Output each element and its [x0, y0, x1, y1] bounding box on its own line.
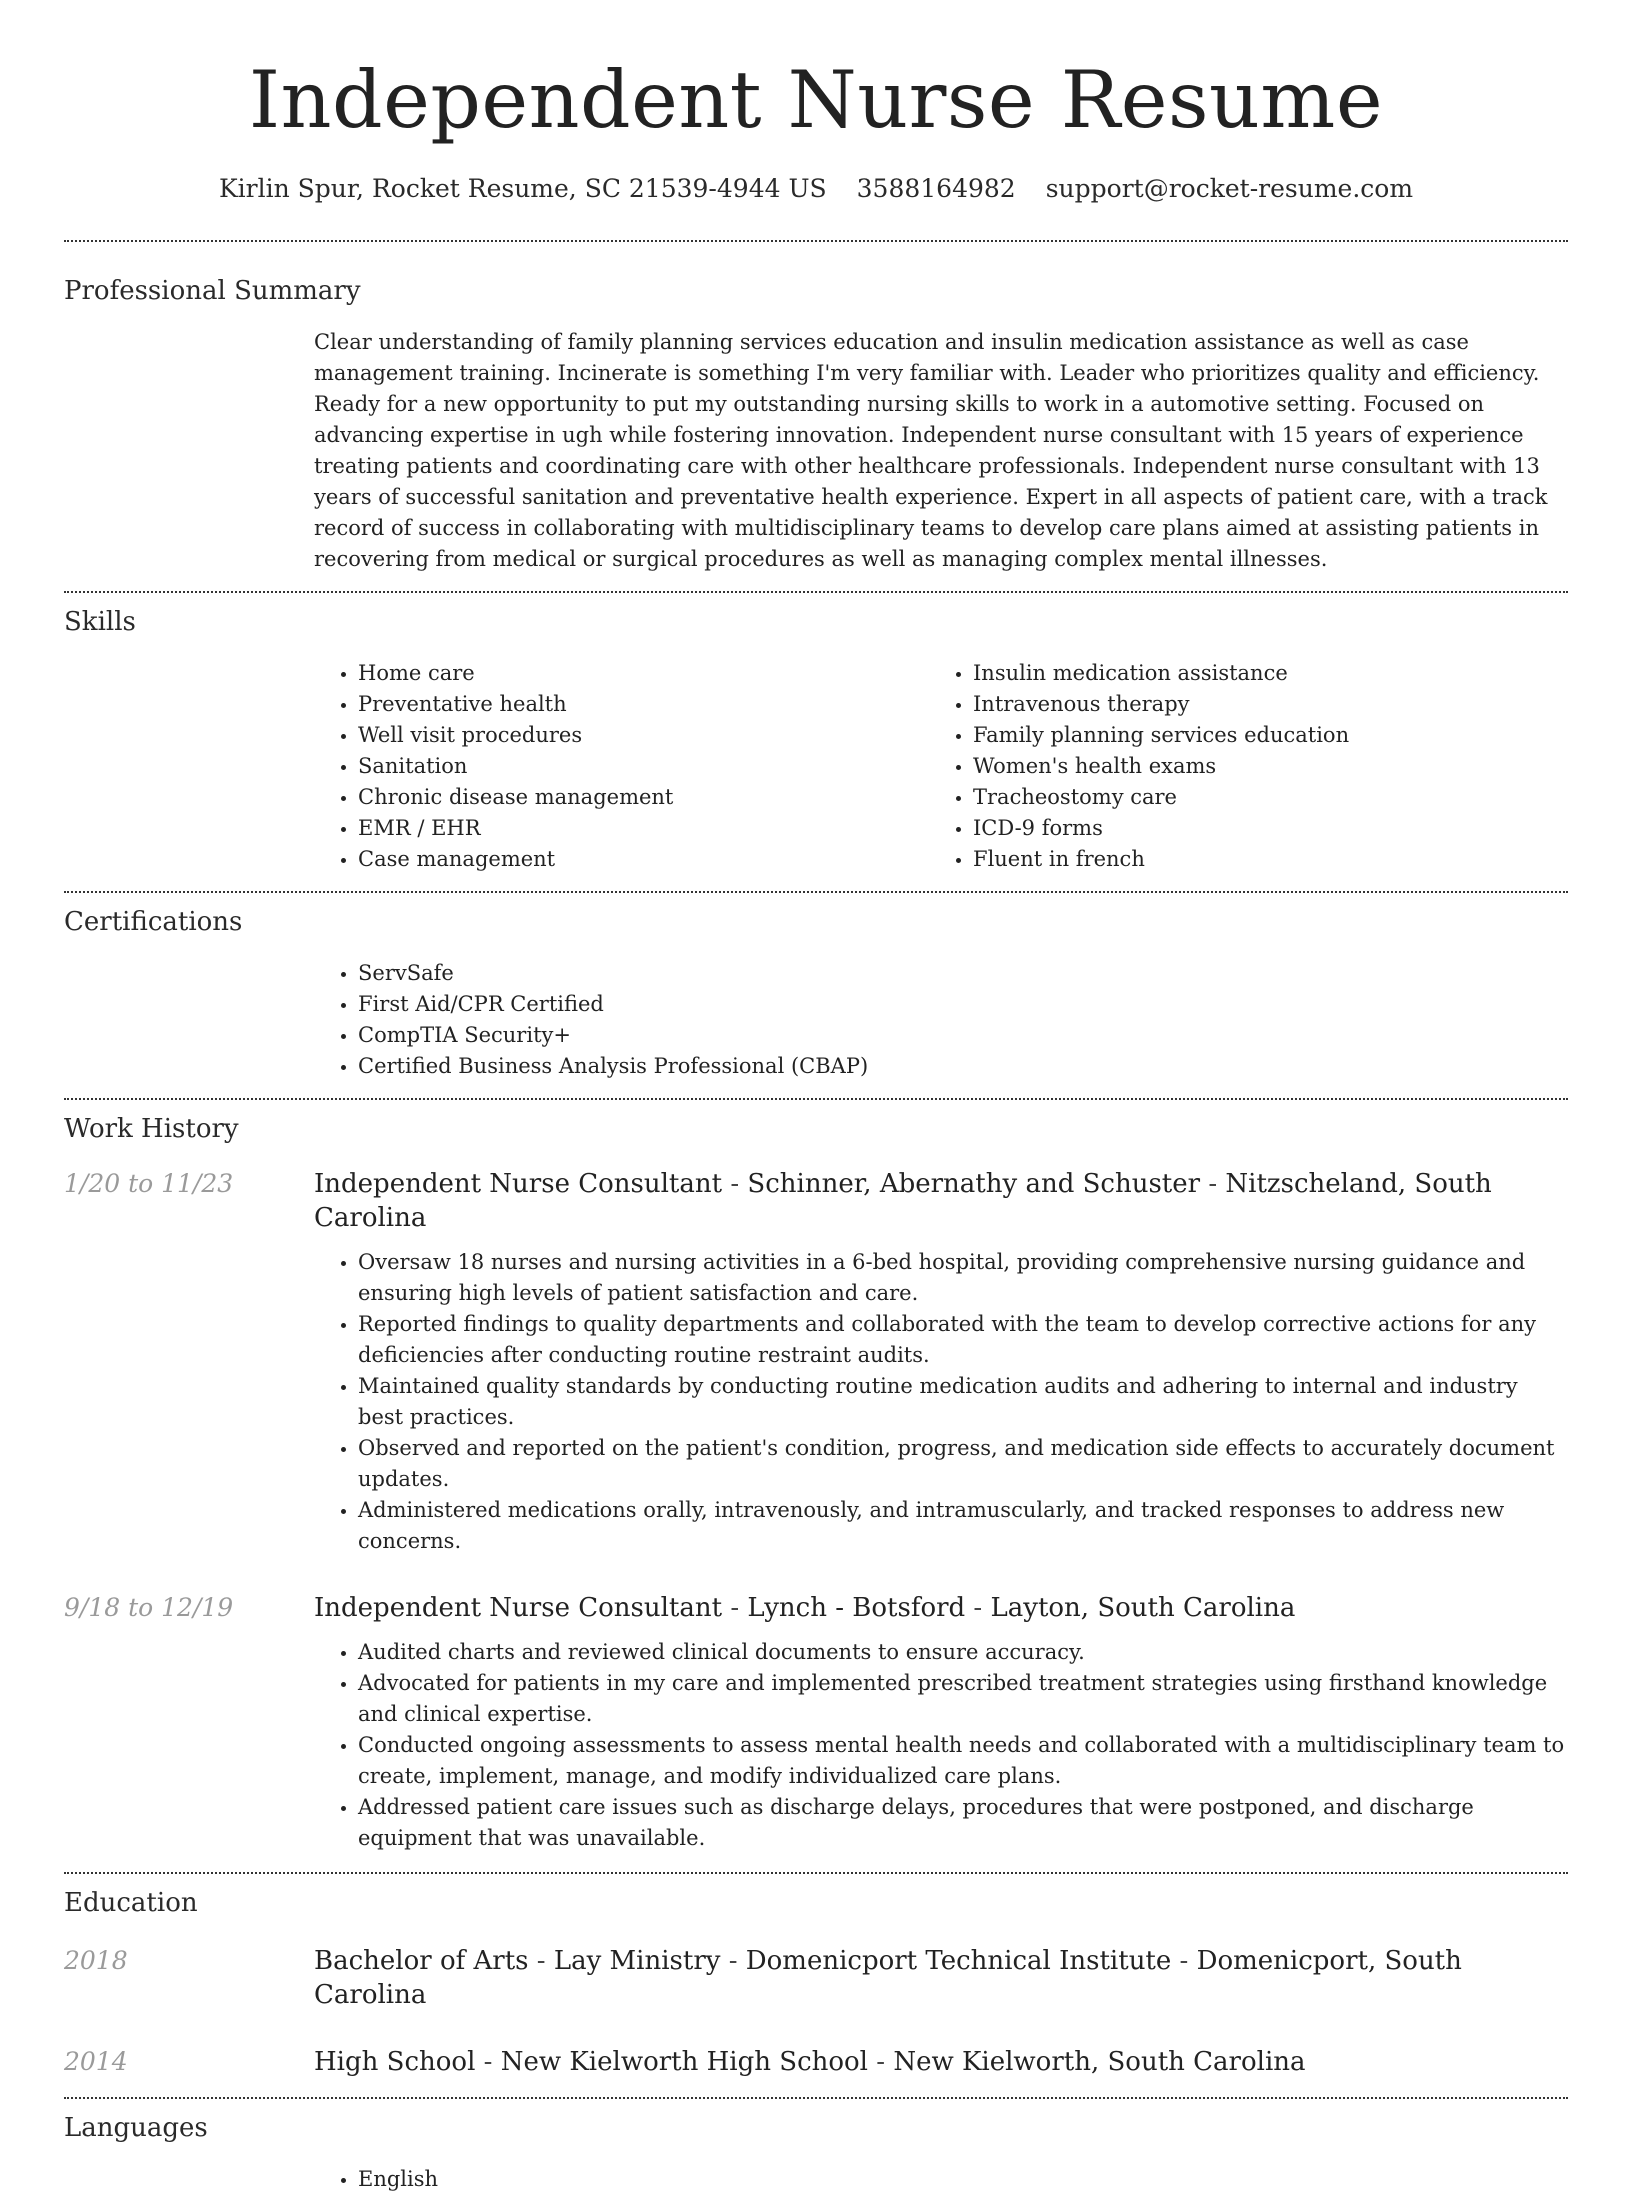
job-bullet: • Advocated for patients in my care and implemented prescribed treatment strategies using firsthand knowledge and clinical expertise. [358, 1668, 1568, 1730]
education-school: New Kielworth High School [500, 2047, 868, 2077]
education-degree: Bachelor of Arts [314, 1946, 529, 1976]
skill-item: • Insulin medication assistance [973, 658, 1568, 689]
skills-list-right [929, 658, 1568, 875]
language-item: • English [358, 2164, 1568, 2195]
skill-item: • Intravenous therapy [973, 689, 1568, 720]
job-dates: 9/18 to 12/19 [64, 1593, 234, 1622]
education-year: 2014 [64, 2047, 128, 2076]
job-bullet: • Oversaw 18 nurses and nursing activities in a 6-bed hospital, providing comprehensive nursing guidance and ensuring high levels of patient satisfaction and care. [358, 1247, 1568, 1309]
education-degree: High School [314, 2047, 476, 2077]
education-entry [64, 2045, 1568, 2079]
job-company: Lynch - Botsford [747, 1593, 966, 1623]
job-bullets [314, 1247, 1568, 1557]
education-field: Lay Ministry [553, 1946, 721, 1976]
job-location: Layton, South Carolina [990, 1593, 1296, 1623]
job-bullet: • Maintained quality standards by conducting routine medication audits and adhering to internal and industry best practices. [358, 1371, 1568, 1433]
skill-item: • Well visit procedures [358, 720, 929, 751]
contact-address: Kirlin Spur, Rocket Resume, SC 21539-4944 US [218, 174, 827, 203]
certification-item: • First Aid/CPR Certified [358, 989, 1568, 1020]
skills-section [64, 593, 1568, 875]
certification-item: • CompTIA Security+ [358, 1020, 1568, 1051]
languages-heading: Languages [64, 2113, 208, 2143]
education-entry [64, 1944, 1568, 2012]
education-heading: Education [64, 1888, 198, 1918]
education-section [64, 1874, 1568, 2079]
education-heading-line: Bachelor of Arts - Lay Ministry - Domenicport Technical Institute - Domenicport, South Carolina [314, 1946, 1462, 2010]
education-school: Domenicport Technical Institute [745, 1946, 1172, 1976]
certifications-list [314, 958, 1568, 1082]
resume-title: Independent Nurse Resume [248, 54, 1384, 146]
job-bullet: • Observed and reported on the patient's condition, progress, and medication side effects to accurately document updates. [358, 1433, 1568, 1495]
job-role: Independent Nurse Consultant [314, 1169, 723, 1199]
job-heading: Independent Nurse Consultant - Lynch - Botsford - Layton, South Carolina [314, 1593, 1296, 1623]
certification-item: • ServSafe [358, 958, 1568, 989]
skills-heading: Skills [64, 607, 136, 637]
contact-line [64, 172, 1568, 206]
contact-email[interactable]: support@rocket-resume.com [1045, 174, 1414, 203]
job-entry [64, 1591, 1568, 1854]
skill-item: • Women's health exams [973, 751, 1568, 782]
education-year: 2018 [64, 1946, 128, 1975]
skill-item: • Sanitation [358, 751, 929, 782]
certifications-section [64, 893, 1568, 1082]
job-role: Independent Nurse Consultant [314, 1593, 723, 1623]
work-history-heading: Work History [64, 1114, 239, 1144]
education-heading-line: High School - New Kielworth High School - New Kielworth, South Carolina [314, 2047, 1306, 2077]
skill-item: • EMR / EHR [358, 813, 929, 844]
job-bullet: • Reported findings to quality departments and collaborated with the team to develop corrective actions for any deficiencies after conducting routine restraint audits. [358, 1309, 1568, 1371]
skill-item: • Case management [358, 844, 929, 875]
skill-item: • Tracheostomy care [973, 782, 1568, 813]
job-bullets [314, 1637, 1568, 1854]
job-bullet: • Addressed patient care issues such as discharge delays, procedures that were postponed, and discharge equipment that was unavailable. [358, 1792, 1568, 1854]
job-bullet: • Conducted ongoing assessments to assess mental health needs and collaborated with a multidisciplinary team to create, implement, manage, and modify individualized care plans. [358, 1730, 1568, 1792]
job-dates: 1/20 to 11/23 [64, 1169, 234, 1198]
skills-list-left [314, 658, 929, 875]
certifications-heading: Certifications [64, 907, 243, 937]
languages-list [314, 2164, 1568, 2195]
summary-section [64, 242, 1568, 575]
job-location: Nitzscheland, South Carolina [314, 1169, 1492, 1233]
education-location: Domenicport, South Carolina [314, 1946, 1462, 2010]
skill-item: • Preventative health [358, 689, 929, 720]
job-bullet: • Administered medications orally, intravenously, and intramuscularly, and tracked responses to address new concerns. [358, 1495, 1568, 1557]
job-bullet: • Audited charts and reviewed clinical documents to ensure accuracy. [358, 1637, 1568, 1668]
certification-item: • Certified Business Analysis Professional (CBAP) [358, 1051, 1568, 1082]
skill-item: • ICD-9 forms [973, 813, 1568, 844]
contact-phone: 3588164982 [856, 174, 1016, 203]
skill-item: • Home care [358, 658, 929, 689]
summary-text: Clear understanding of family planning services education and insulin medication assistance as well as case management training. Incinerate is something I'm very familiar with. Leader who prioritizes quality and efficiency. Ready for a new opportunity to put my outstanding nursing skills to work in a automotive setting. Focused on advancing expertise in ugh while fostering innovation. Independent nurse consultant with 15 years of experience treating patients and coordinating care with other healthcare professionals. Independent nurse consultant with 13 years of successful sanitation and preventative health experience. Expert in all aspects of patient care, with a track record of success in collaborating with multidisciplinary teams to develop care plans aimed at assisting patients in recovering from medical or surgical procedures as well as managing complex mental illnesses. [314, 330, 1548, 571]
skill-item: • Family planning services education [973, 720, 1568, 751]
skill-item: • Chronic disease management [358, 782, 929, 813]
summary-heading: Professional Summary [64, 276, 361, 306]
job-heading: Independent Nurse Consultant - Schinner, Abernathy and Schuster - Nitzscheland, South Carolina [314, 1169, 1492, 1233]
work-history-section [64, 1100, 1568, 1854]
job-company: Schinner, Abernathy and Schuster [747, 1169, 1201, 1199]
skill-item: • Fluent in french [973, 844, 1568, 875]
education-location: New Kielworth, South Carolina [893, 2047, 1306, 2077]
job-entry [64, 1167, 1568, 1557]
languages-section [64, 2099, 1568, 2195]
